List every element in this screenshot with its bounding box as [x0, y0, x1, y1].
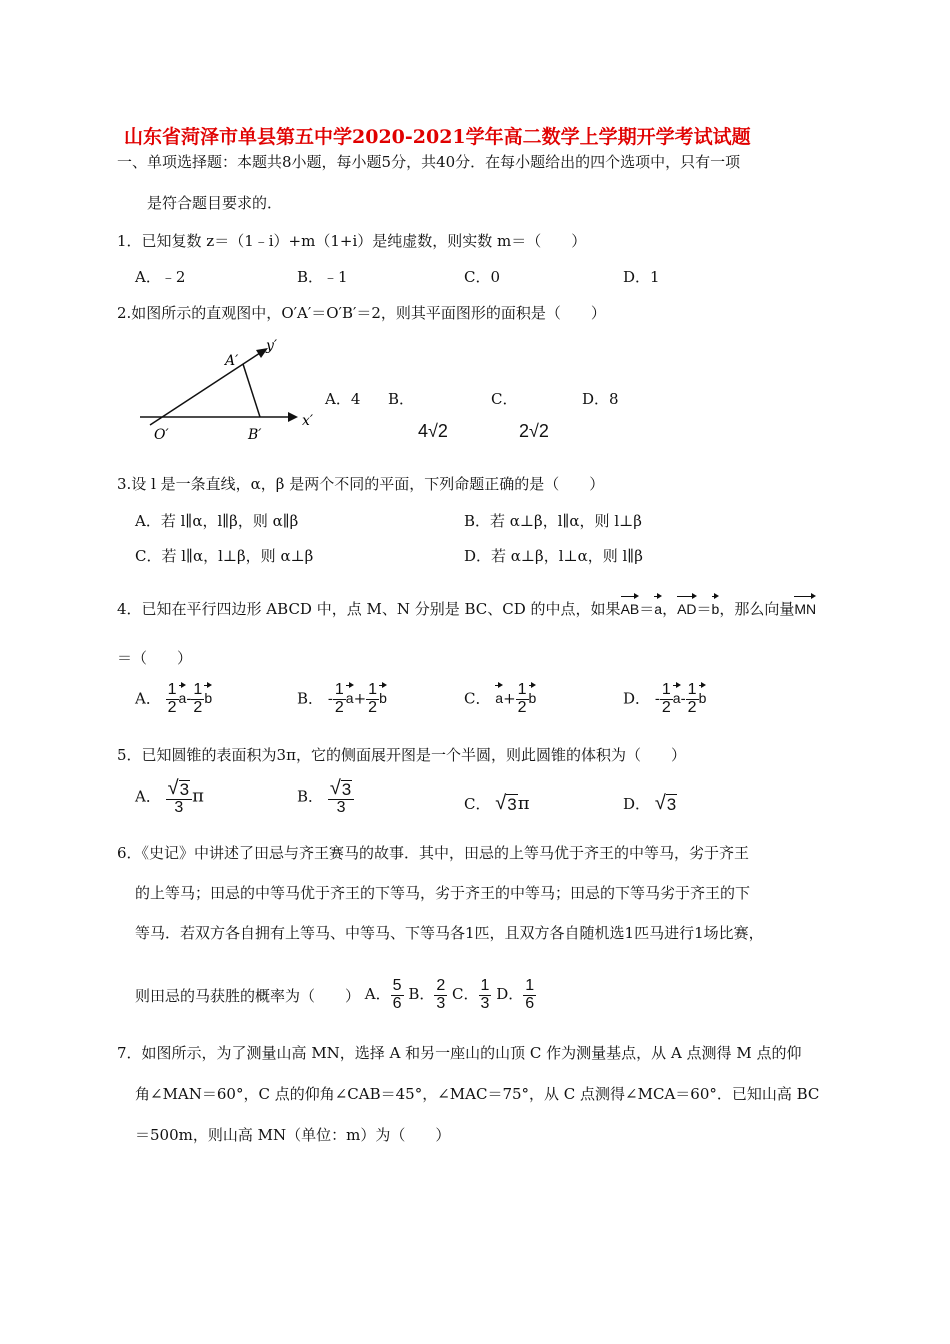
option-label: C．: [464, 795, 491, 813]
vector-a: a: [179, 683, 187, 706]
fraction-half: $\frac{1}{2}$: [517, 681, 527, 716]
q3-option-a: A．若 l∥α，l∥β，则 α∥β: [135, 512, 299, 530]
option-label: B．: [297, 787, 324, 806]
q3-option-d: D．若 α⊥β，l⊥α，则 l∥β: [464, 547, 643, 565]
q6-line3: 等马．若双方各自拥有上等马、中等马、下等马各1匹，且双方各自随机选1匹马进行1场比赛，: [135, 924, 764, 942]
q6-line4-text: 则田忌的马获胜的概率为（ ）: [135, 986, 361, 1005]
label-b: B′: [248, 427, 262, 443]
vector-mn: MN: [794, 594, 816, 617]
fraction-half: $\frac{1}{2}$: [193, 681, 203, 716]
q4-stem-text-b: ，那么向量: [719, 600, 795, 618]
equals-sign: ＝: [639, 600, 655, 618]
q6-line1: 6．《史记》中讲述了田忌与齐王赛马的故事．其中，田忌的上等马优于齐王的中等马，劣于齐王: [117, 844, 750, 862]
page-title: 山东省菏泽市单县第五中学2020-2021学年高二数学上学期开学考试试题: [124, 126, 751, 148]
vector-b: b: [712, 594, 720, 617]
label-y: y′: [266, 338, 278, 354]
q4-stem: [117, 594, 816, 619]
option-label: A．: [135, 787, 161, 806]
q6-option-a: A． $\frac{5}{6}$: [364, 977, 402, 1012]
segment-ab: [243, 364, 260, 417]
q6-option-b: B． $\frac{2}{3}$: [408, 977, 446, 1012]
q4-option-d: [623, 682, 706, 717]
vector-b: b: [529, 683, 537, 706]
fraction-sqrt3-over-3: √ 3 3: [328, 778, 354, 817]
vector-a: a: [346, 683, 354, 706]
equals-sign: ＝: [696, 600, 712, 618]
pi-symbol: π: [517, 793, 530, 814]
label-x: x′: [302, 413, 314, 429]
minus-sign: -: [680, 689, 686, 708]
option-label: D．: [623, 689, 651, 708]
label-a: A′: [225, 353, 239, 369]
q1-option-c: C．0: [464, 268, 501, 286]
minus-sign: -: [654, 689, 660, 708]
q1-option-d: D．1: [623, 268, 660, 286]
plus-sign: +: [503, 689, 516, 708]
y-axis: [150, 351, 263, 425]
option-label: A．: [135, 689, 161, 708]
vector-a: a: [495, 683, 503, 706]
vector-b: b: [204, 683, 212, 706]
comma: ，: [662, 600, 678, 618]
q6-option-c: C． $\frac{1}{3}$: [452, 977, 490, 1012]
q5-option-c: [464, 792, 530, 815]
q6-option-d: D． $\frac{1}{6}$: [496, 977, 535, 1012]
q4-option-a: [135, 682, 212, 717]
minus-sign: -: [327, 689, 333, 708]
vector-b: b: [699, 683, 707, 706]
q7-line1: 7．如图所示，为了测量山高 MN，选择 A 和另一座山的山顶 C 作为测量基点，从 A 点测得 M 点的仰: [117, 1044, 802, 1062]
q2-option-c-value: 2√2: [519, 421, 549, 441]
fraction-sqrt3-over-3: √ 3 3: [166, 778, 192, 817]
sqrt-3: √ 3: [167, 777, 190, 800]
vector-ab: AB: [621, 594, 640, 617]
q1-stem: 1．已知复数 z＝（1﹣i）+m（1+i）是纯虚数，则实数 m＝（ ）: [117, 232, 587, 250]
vector-a: a: [673, 683, 681, 706]
fraction-half: $\frac{1}{2}$: [167, 681, 177, 716]
fraction-half: $\frac{1}{2}$: [368, 681, 378, 716]
fraction-half: $\frac{1}{2}$: [687, 681, 697, 716]
q7-line2: 角∠MAN＝60°，C 点的仰角∠CAB＝45°，∠MAC＝75°，从 C 点测得∠MCA＝60°．已知山高 BC: [135, 1085, 820, 1103]
vector-ad: AD: [677, 594, 696, 617]
q2-option-a: A．4: [325, 390, 361, 408]
fraction-half: $\frac{1}{2}$: [661, 681, 671, 716]
label-o: O′: [154, 427, 169, 443]
fraction-half: $\frac{1}{2}$: [334, 681, 344, 716]
option-label: C．: [464, 689, 491, 708]
x-axis-arrow: [288, 412, 298, 422]
q5-option-b: [297, 778, 354, 817]
q7-line3: ＝500m，则山高 MN（单位：m）为（ ）: [135, 1126, 451, 1144]
sqrt-3: √ 3: [329, 777, 352, 800]
option-label: D．: [623, 795, 651, 813]
q2-option-d: D．8: [582, 390, 619, 408]
q4-option-c: [464, 682, 536, 717]
q4-answer-blank: ＝（ ）: [117, 649, 193, 667]
q2-figure: [130, 335, 330, 445]
section-instruction-line1: 一、单项选择题：本题共8小题，每小题5分，共40分．在每小题给出的四个选项中，只有一项: [117, 153, 741, 171]
q2-option-b: B．: [388, 390, 415, 408]
q6-line2: 的上等马；田忌的中等马优于齐王的下等马，劣于齐王的中等马；田忌的下等马劣于齐王的下: [135, 884, 751, 902]
q5-option-a: [135, 778, 204, 817]
q2-option-b-value: 4√2: [418, 421, 448, 441]
option-label: B．: [297, 689, 324, 708]
plus-sign: +: [353, 689, 367, 708]
vector-a: a: [654, 594, 662, 617]
q5-option-d: [623, 792, 677, 815]
q5-stem: 5．已知圆锥的表面积为3π，它的侧面展开图是一个半圆，则此圆锥的体积为（ ）: [117, 746, 686, 764]
q4-stem-text-a: 4．已知在平行四边形 ABCD 中，点 M、N 分别是 BC、CD 的中点，如果: [117, 600, 621, 618]
q2-stem: 2.如图所示的直观图中，O′A′＝O′B′＝2，则其平面图形的面积是（ ）: [117, 304, 606, 322]
q3-option-b: B．若 α⊥β，l∥α，则 l⊥β: [464, 512, 642, 530]
q6-line4: [135, 978, 536, 1013]
q3-stem: 3.设 l 是一条直线，α，β 是两个不同的平面，下列命题正确的是（ ）: [117, 475, 605, 493]
section-instruction-line2: 是符合题目要求的．: [147, 194, 283, 212]
sqrt-3: √ 3: [654, 792, 677, 814]
minus-sign: -: [186, 689, 192, 708]
pi-symbol: π: [192, 785, 204, 807]
q1-option-a: A．﹣2: [135, 268, 186, 286]
q3-option-c: C．若 l∥α，l⊥β，则 α⊥β: [135, 547, 314, 565]
q4-option-b: [297, 682, 387, 717]
q2-option-c: C．: [491, 390, 518, 408]
vector-b: b: [379, 683, 387, 706]
sqrt-3: √ 3: [495, 792, 517, 814]
q1-option-b: B．﹣1: [297, 268, 348, 286]
